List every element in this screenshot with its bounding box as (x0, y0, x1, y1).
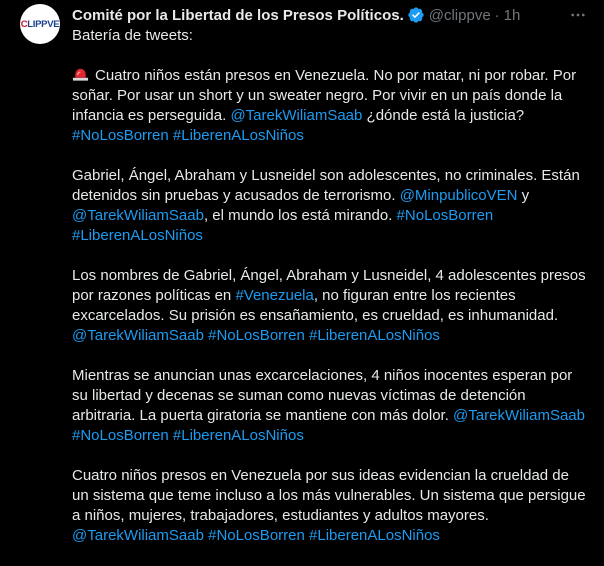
timestamp[interactable]: 1h (503, 6, 521, 24)
hashtag-link[interactable]: #NoLosBorren (72, 127, 169, 144)
hashtag-link[interactable]: #LiberenALosNiños (309, 327, 440, 344)
mention-link[interactable]: @TarekWiliamSaab (72, 207, 204, 224)
hashtag-link[interactable]: #NoLosBorren (208, 327, 305, 344)
tweet-paragraph (72, 466, 588, 546)
author-name[interactable]: Comité por la Libertad de los Presos Políticos. (72, 6, 404, 24)
hashtag-link[interactable]: #LiberenALosNiños (172, 427, 304, 444)
mention-link[interactable]: @TarekWiliamSaab (230, 107, 363, 124)
tweet-header (72, 4, 588, 26)
intro-line: Batería de tweets: (72, 27, 193, 44)
hashtag-link[interactable]: #LiberenALosNiños (309, 527, 440, 544)
mention-link[interactable]: @TarekWiliamSaab (72, 527, 204, 544)
tweet-text-span: , no figuran entre los recientes excarcelados. Su prisión es ensañamiento, es crueldad, es inhumanidad. (72, 287, 559, 324)
hashtag-link[interactable]: #NoLosBorren (396, 207, 494, 224)
verified-badge-icon (407, 6, 425, 24)
author-handle[interactable]: @clippve (428, 6, 491, 24)
siren-icon (72, 66, 89, 82)
mention-link[interactable]: @TarekWiliamSaab (72, 327, 204, 344)
hashtag-link[interactable]: #LiberenALosNiños (72, 227, 203, 244)
hashtag-link[interactable]: #LiberenALosNiños (172, 127, 304, 144)
hashtag-link[interactable]: #Venezuela (235, 287, 314, 304)
separator-dot: · (494, 6, 500, 24)
avatar-logo-rest: LIPPVE (27, 18, 60, 30)
tweet-text-span: Los nombres de Gabriel, Ángel, Abraham y Lusneidel, 4 adolescentes presos por razones políticas en (72, 267, 586, 304)
tweet-paragraph (72, 366, 588, 446)
avatar-logo-text: CLIPPVE (20, 18, 60, 30)
tweet-text (72, 26, 588, 546)
tweet-text-span: Mientras se anuncian unas excarcelaciones, 4 niños inocentes esperan por su libertad y decenas se suman como nuevas víctimas de detención arbitraria. La puerta giratoria se mantiene con más dolor. (72, 367, 573, 424)
tweet-text-span: Gabriel, Ángel, Abraham y Lusneidel son adolescentes, no criminales. Están detenidos sin pruebas y acusados de terrorismo. (72, 167, 580, 204)
tweet-content (72, 4, 588, 566)
mention-link[interactable]: @MinpublicoVEN (399, 187, 518, 204)
tweet-text-span: , el mundo los está mirando. (203, 207, 397, 224)
mention-link[interactable]: @TarekWiliamSaab (453, 407, 585, 424)
more-icon[interactable] (568, 6, 588, 24)
tweet-paragraph (72, 266, 588, 346)
tweet-paragraph (72, 66, 588, 146)
avatar[interactable] (20, 4, 60, 44)
tweet-text-span: ¿dónde está la justicia? (362, 107, 525, 124)
tweet-paragraph (72, 166, 588, 246)
hashtag-link[interactable]: #NoLosBorren (208, 527, 305, 544)
tweet-text-span: Cuatro niños están presos en Venezuela. No por matar, ni por robar. Por soñar. Por usar un short y un sweater negro. Por vivir en un país donde la infancia es perseguida. (72, 67, 577, 124)
more-dots-icon (569, 6, 587, 24)
tweet-text-span: y (517, 187, 530, 204)
tweet-text-span: Cuatro niños presos en Venezuela por sus ideas evidencian la crueldad de un sistema que teme incluso a los más vulnerables. Un sistema que persigue a niños, mujeres, trabajadores, estudiantes y adultos mayores. (72, 467, 586, 524)
hashtag-link[interactable]: #NoLosBorren (72, 427, 169, 444)
